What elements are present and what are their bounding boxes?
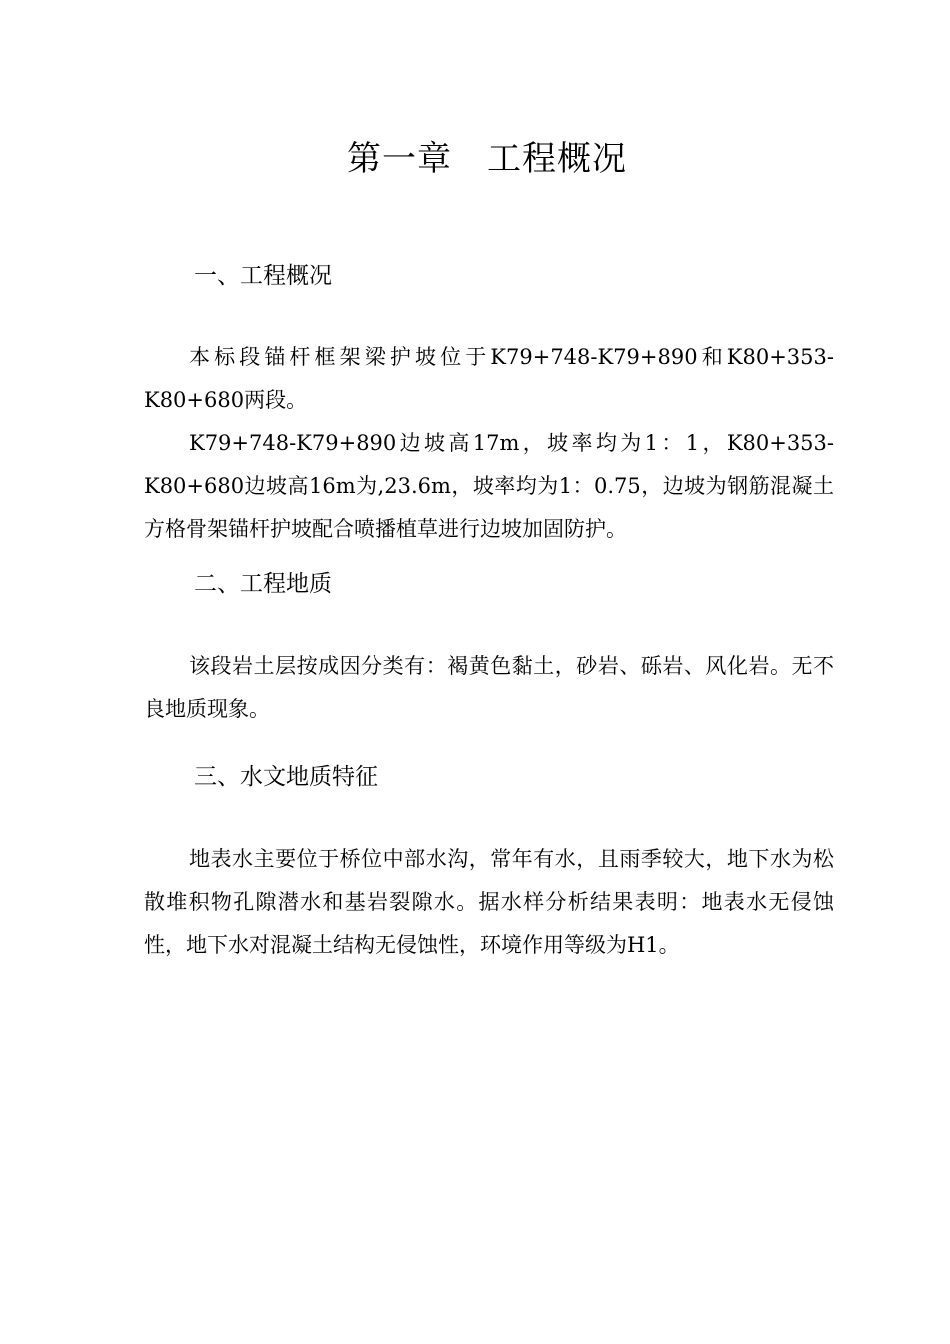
section-heading-geology: 二、工程地质 — [194, 571, 332, 597]
section-heading-overview: 一、工程概况 — [194, 263, 332, 289]
section-heading-hydrogeology: 三、水文地质特征 — [194, 764, 378, 790]
paragraph-hydrogeology: 地表水主要位于桥位中部水沟，常年有水，且雨季较大，地下水为松散堆积物孔隙潜水和基岩裂隙水。据水样分析结果表明：地表水无侵蚀性，地下水对混凝土结构无侵蚀性，环境作用等级为H1。 — [144, 847, 834, 957]
paragraph-overview-location: 本标段锚杆框架梁护坡位于K79+748-K79+890和K80+353-K80+680两段。 — [144, 345, 834, 412]
paragraph-geology: 该段岩土层按成因分类有：褐黄色黏土，砂岩、砾岩、风化岩。无不良地质现象。 — [144, 654, 834, 721]
chapter-title: 第一章 工程概况 — [347, 139, 627, 179]
paragraph-overview-slope: K79+748-K79+890边坡高17m，坡率均为1：1，K80+353-K80+680边坡高16m为,23.6m，坡率均为1：0.75，边坡为钢筋混凝土方格骨架锚杆护坡配合喷播植草进行边坡加固防护。 — [144, 431, 834, 541]
